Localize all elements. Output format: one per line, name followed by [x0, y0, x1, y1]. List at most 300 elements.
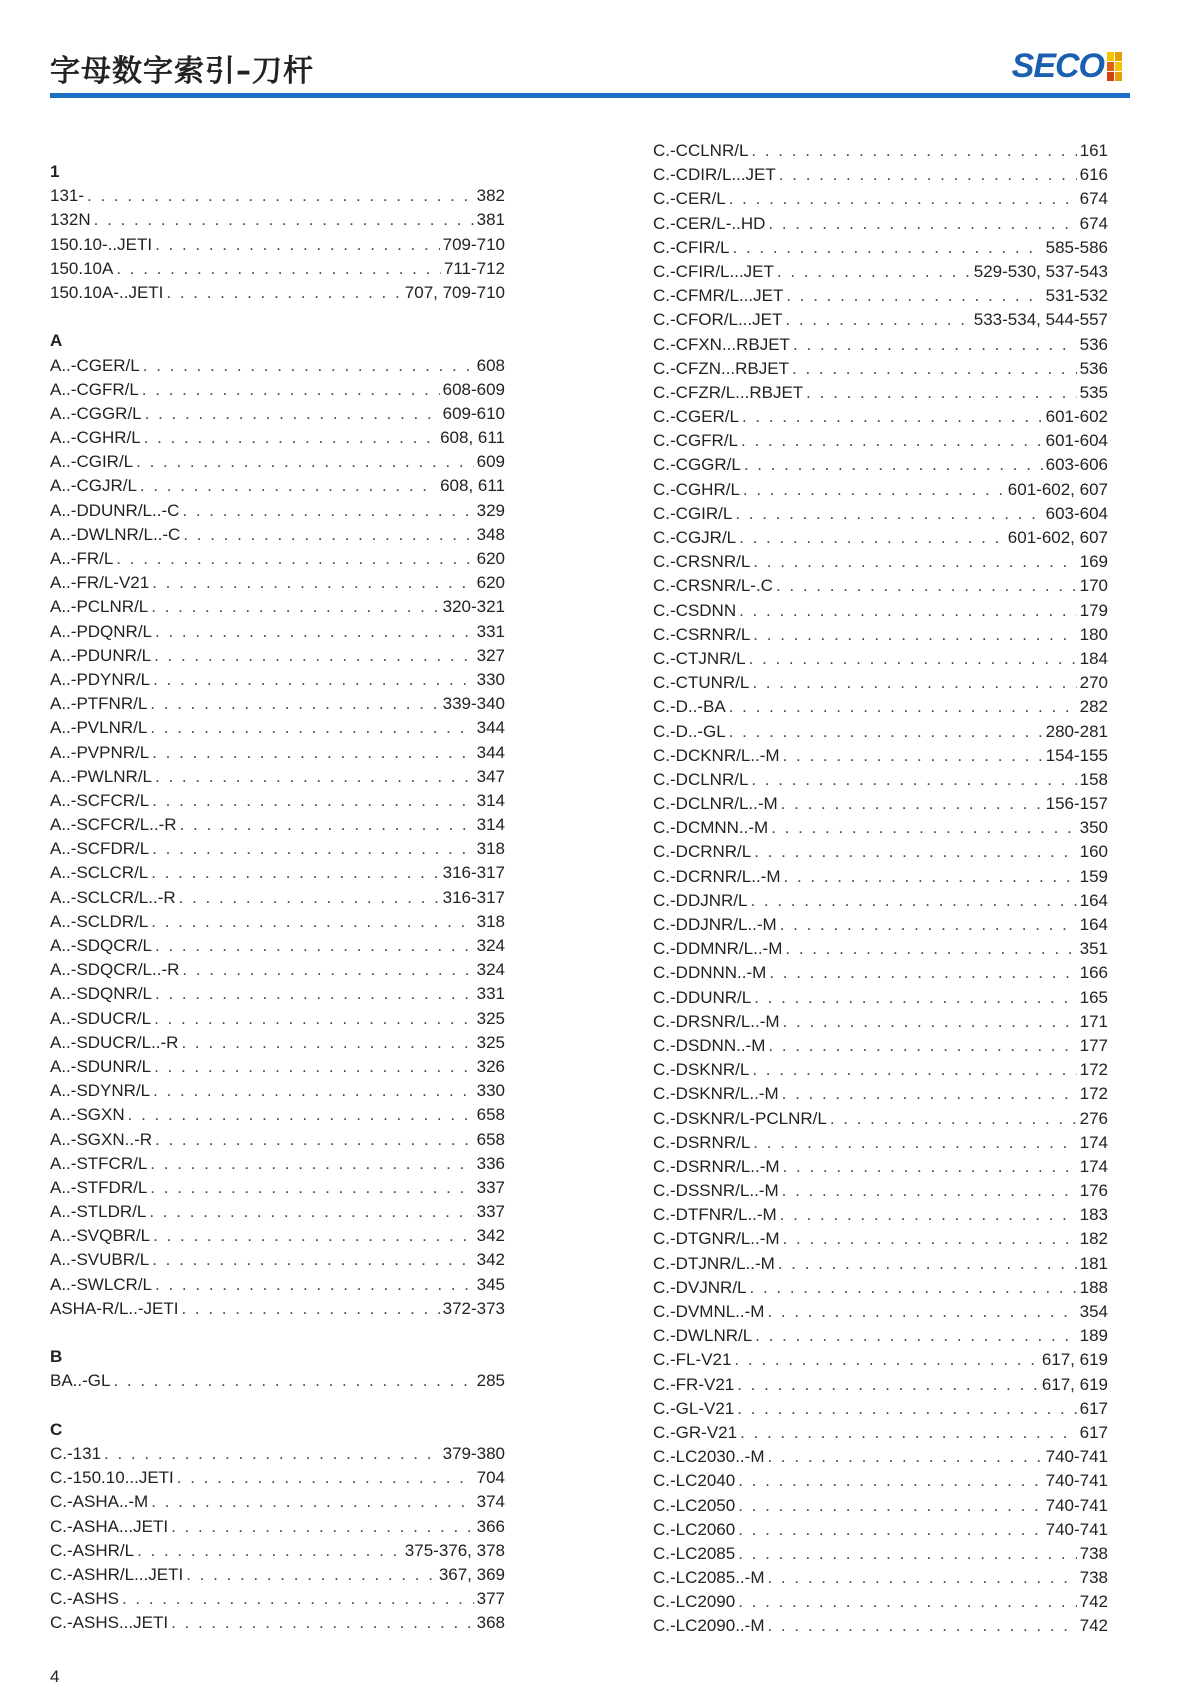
entry-code: A..-SDYNR/L [50, 1081, 151, 1101]
entry-page: 345 [476, 1274, 505, 1294]
entry-code: C.-DDUNR/L [653, 987, 752, 1007]
entry-page: 324 [476, 960, 505, 980]
index-entry [50, 474, 505, 498]
dot-leader [153, 668, 473, 692]
entry-page: 325 [476, 1032, 505, 1052]
entry-page: 377 [476, 1589, 505, 1609]
index-entry [50, 595, 505, 619]
entry-page: 337 [476, 1177, 505, 1197]
dot-leader [784, 865, 1077, 889]
entry-page: 276 [1079, 1108, 1108, 1128]
entry-code: C.-DTGNR/L..-M [653, 1229, 780, 1249]
group-letter: A [50, 331, 63, 351]
entry-code: C.-DCRNR/L [653, 842, 752, 862]
entry-page: 177 [1079, 1035, 1108, 1055]
entry-page: 183 [1079, 1205, 1108, 1225]
entry-page: 609 [476, 452, 505, 472]
entry-code: A..-PWLNR/L [50, 766, 153, 786]
index-entry [50, 281, 505, 305]
index-entry [653, 937, 1108, 961]
entry-code: A..-FR/L-V21 [50, 573, 150, 593]
index-entry [653, 1010, 1108, 1034]
index-entry [50, 1200, 505, 1224]
dot-leader [778, 1252, 1077, 1276]
dot-leader [171, 1515, 474, 1539]
entry-code: C.-DSRNR/L..-M [653, 1156, 780, 1176]
entry-code: C.-DSKNR/L [653, 1060, 750, 1080]
entry-code: C.-CGJR/L [653, 528, 737, 547]
group-letter: 1 [50, 162, 60, 181]
dot-leader [729, 187, 1077, 211]
index-entry [50, 958, 505, 982]
entry-page: 354 [1079, 1302, 1108, 1321]
index-entry [653, 1131, 1108, 1155]
entry-code: C.-CFIR/L [653, 237, 730, 257]
entry-page: 617 [1079, 1422, 1108, 1442]
entry-code: A..-SVQBR/L [50, 1226, 151, 1246]
entry-code: C.-ASHS [50, 1589, 119, 1609]
dot-leader [149, 1200, 473, 1224]
entry-page: 375-376, 378 [404, 1540, 505, 1560]
entry-code: C.-FR-V21 [653, 1374, 735, 1394]
index-entry [50, 1248, 505, 1272]
entry-page: 674 [1079, 189, 1108, 209]
index-entry [50, 644, 505, 668]
index-entry [50, 1442, 505, 1466]
entry-code: C.-DCKNR/L..-M [653, 745, 780, 765]
dot-leader [783, 1227, 1077, 1251]
dot-leader [780, 1203, 1077, 1227]
index-entry [50, 354, 505, 378]
entry-page: 350 [1079, 818, 1108, 838]
entry-page: 342 [476, 1226, 505, 1246]
dot-leader [94, 208, 474, 232]
entry-code: A..-SVUBR/L [50, 1250, 150, 1270]
index-entry [50, 789, 505, 813]
dot-leader [137, 1539, 402, 1563]
index-entry [50, 765, 505, 789]
index-entry [653, 357, 1108, 381]
entry-code: C.-CGER/L [653, 407, 739, 427]
entry-code: A..-DDUNR/L..-C [50, 500, 180, 520]
entry-page: 740-741 [1045, 1447, 1108, 1467]
dot-leader [793, 333, 1077, 357]
entry-code: A..-PDUNR/L [50, 645, 152, 665]
entry-code: C.-150.10...JETI [50, 1468, 174, 1488]
dot-leader [152, 837, 473, 861]
entry-page: 171 [1079, 1011, 1108, 1031]
dot-leader [750, 889, 1076, 913]
seco-logo [1012, 46, 1122, 86]
index-entry [653, 139, 1108, 163]
dot-leader [752, 1058, 1076, 1082]
entry-code: C.-CRSNR/L-.C [653, 576, 773, 596]
index-group [50, 329, 505, 1321]
index-entry [653, 212, 1108, 236]
entry-page: 351 [1079, 939, 1108, 959]
logo-mark-square [1107, 52, 1114, 61]
entry-page: 620 [476, 549, 505, 568]
entry-code: C.-ASHR/L [50, 1540, 135, 1560]
index-entry [653, 1227, 1108, 1251]
dot-leader [729, 695, 1077, 719]
entry-page: 161 [1079, 141, 1108, 160]
entry-page: 347 [476, 766, 505, 786]
dot-leader [749, 647, 1077, 671]
index-entry [50, 184, 505, 208]
entry-page: 344 [476, 718, 505, 738]
dot-leader [738, 1518, 1042, 1542]
index-entry [653, 574, 1108, 598]
entry-page: 617, 619 [1041, 1350, 1108, 1370]
entry-page: 609-610 [442, 403, 505, 423]
dot-leader [739, 526, 1005, 550]
entry-page: 740-741 [1045, 1471, 1108, 1491]
entry-code: C.-DSKNR/L..-M [653, 1084, 779, 1104]
entry-page: 707, 709-710 [404, 282, 505, 302]
index-entry [50, 571, 505, 595]
logo-mark-square [1107, 62, 1114, 71]
entry-code: C.-CFIR/L...JET [653, 261, 774, 281]
entry-page: 740-741 [1045, 1519, 1108, 1539]
entry-page: 164 [1079, 890, 1108, 910]
entry-page: 270 [1079, 673, 1108, 693]
dot-leader [738, 1542, 1076, 1566]
index-entry [50, 1563, 505, 1587]
index-entry [653, 502, 1108, 526]
dot-leader [783, 1010, 1077, 1034]
entry-code: C.-LC2085..-M [653, 1568, 765, 1588]
index-entry [50, 1587, 505, 1611]
entry-page: 170 [1079, 576, 1108, 596]
entry-page: 160 [1079, 842, 1108, 862]
dot-leader [782, 1082, 1077, 1106]
entry-code: A..-SDUNR/L [50, 1056, 152, 1076]
entry-code: C.-CER/L-..HD [653, 213, 766, 233]
entry-code: C.-CDIR/L...JET [653, 165, 776, 185]
entry-page: 336 [476, 1153, 505, 1173]
entry-code: 150.10A-..JETI [50, 282, 164, 302]
entry-page: 179 [1079, 600, 1108, 620]
dot-leader [140, 474, 437, 498]
entry-page: 158 [1079, 769, 1108, 789]
index-entry [653, 236, 1108, 260]
entry-code: C.-DCLNR/L [653, 769, 749, 789]
entry-code: A..-PDQNR/L [50, 621, 153, 641]
entry-page: 367, 369 [438, 1564, 505, 1584]
index-entry [50, 1176, 505, 1200]
dot-leader [177, 1466, 474, 1490]
index-entry [50, 1273, 505, 1297]
entry-code: C.-131 [50, 1443, 102, 1463]
index-entry [653, 1252, 1108, 1276]
entry-page: 603-606 [1045, 455, 1108, 475]
entry-page: 165 [1079, 987, 1108, 1007]
dot-leader [136, 450, 474, 474]
index-entry [653, 1421, 1108, 1445]
index-entry [653, 720, 1108, 744]
entry-page: 337 [476, 1202, 505, 1222]
dot-leader [753, 550, 1076, 574]
entry-code: 150.10A [50, 258, 114, 278]
entry-code: A..-SDUCR/L..-R [50, 1032, 179, 1052]
dot-leader [742, 405, 1043, 429]
entry-code: C.-DDNNN..-M [653, 963, 767, 983]
entry-code: C.-CER/L [653, 189, 726, 209]
entry-code: C.-DSDNN..-M [653, 1035, 766, 1055]
index-entry [653, 308, 1108, 332]
dot-leader [737, 1373, 1039, 1397]
dot-leader [734, 1348, 1038, 1372]
dot-leader [153, 1224, 473, 1248]
entry-code: C.-DVMNL..-M [653, 1302, 765, 1321]
entry-page: 374 [476, 1492, 505, 1512]
index-entry [653, 1155, 1108, 1179]
entry-code: C.-FL-V21 [653, 1350, 732, 1370]
entry-code: C.-CFOR/L...JET [653, 310, 783, 330]
index-entry [653, 1324, 1108, 1348]
entry-page: 330 [476, 1081, 505, 1101]
entry-page: 326 [476, 1056, 505, 1076]
dot-leader [152, 741, 473, 765]
index-group [50, 160, 505, 305]
entry-page: 608-609 [442, 379, 505, 399]
index-entry [653, 1034, 1108, 1058]
dot-leader [740, 1421, 1077, 1445]
entry-page: 608, 611 [440, 428, 505, 448]
entry-page: 366 [476, 1516, 505, 1536]
entry-page: 174 [1079, 1156, 1108, 1176]
index-entry [50, 716, 505, 740]
entry-code: A..-STFDR/L [50, 1177, 148, 1197]
entry-page: 742 [1079, 1616, 1108, 1636]
entry-code: A..-SDQCR/L..-R [50, 960, 180, 980]
entry-page: 172 [1079, 1084, 1108, 1104]
entry-page: 180 [1079, 624, 1108, 644]
index-entry [50, 1539, 505, 1563]
entry-page: 738 [1079, 1568, 1108, 1588]
dot-leader [183, 523, 473, 547]
header-rule [50, 93, 1130, 98]
entry-code: C.-DCRNR/L..-M [653, 866, 781, 886]
dot-leader [750, 1276, 1077, 1300]
index-entry [50, 402, 505, 426]
index-entry [653, 1179, 1108, 1203]
dot-leader [151, 1490, 473, 1514]
entry-code: C.-D..-GL [653, 721, 726, 741]
index-entry [653, 163, 1108, 187]
index-entry [653, 1494, 1108, 1518]
entry-page: 348 [476, 524, 505, 544]
entry-code: C.-LC2085 [653, 1543, 736, 1563]
entry-page: 331 [476, 984, 505, 1004]
entry-page: 533-534, 544-557 [973, 310, 1108, 330]
dot-leader [739, 599, 1077, 623]
entry-code: 150.10-..JETI [50, 234, 153, 254]
index-entry [653, 1058, 1108, 1082]
entry-code: C.-CSRNR/L [653, 624, 751, 644]
entry-page: 318 [476, 911, 505, 931]
entry-page: 738 [1079, 1543, 1108, 1563]
index-entry [50, 1007, 505, 1031]
index-entry [653, 1107, 1108, 1131]
entry-code: 131- [50, 186, 85, 206]
entry-page: 327 [476, 645, 505, 665]
index-entry [50, 1297, 505, 1321]
entry-code: C.-CRSNR/L [653, 552, 751, 572]
entry-code: C.-CGFR/L [653, 431, 738, 451]
entry-page: 159 [1079, 866, 1108, 886]
dot-leader [166, 281, 401, 305]
dot-leader [122, 1587, 474, 1611]
entry-code: A..-PTFNR/L [50, 694, 148, 714]
entry-page: 320-321 [442, 597, 505, 617]
entry-code: A..-SDQNR/L [50, 984, 153, 1004]
entry-code: C.-CFZN...RBJET [653, 358, 789, 378]
index-entry [653, 478, 1108, 502]
index-entry [653, 1348, 1108, 1372]
entry-page: 382 [476, 186, 505, 206]
dot-leader [751, 768, 1076, 792]
entry-code: A..-PVPNR/L [50, 742, 150, 762]
index-entry [653, 986, 1108, 1010]
index-entry [653, 260, 1108, 284]
entry-page: 617, 619 [1041, 1374, 1108, 1394]
entry-code: C.-LC2040 [653, 1471, 736, 1491]
index-entry [653, 284, 1108, 308]
dot-leader [152, 571, 473, 595]
entry-page: 154-155 [1045, 745, 1108, 765]
index-entry [653, 816, 1108, 840]
entry-code: A..-STFCR/L [50, 1153, 148, 1173]
entry-page: 601-602 [1045, 407, 1108, 427]
entry-code: A..-CGIR/L [50, 452, 134, 472]
index-entry [50, 1128, 505, 1152]
dot-leader [153, 1079, 473, 1103]
dot-leader [155, 765, 474, 789]
entry-page: 181 [1079, 1253, 1108, 1273]
entry-code: C.-ASHA...JETI [50, 1516, 169, 1536]
dot-leader [754, 986, 1076, 1010]
dot-leader [128, 1103, 474, 1127]
dot-leader [181, 1031, 473, 1055]
entry-page: 164 [1079, 915, 1108, 934]
entry-page: 316-317 [442, 863, 505, 883]
entry-page: 174 [1079, 1132, 1108, 1152]
dot-leader [754, 840, 1076, 864]
entry-page: 531-532 [1045, 286, 1108, 306]
dot-leader [768, 1034, 1076, 1058]
dot-leader [780, 913, 1077, 937]
index-column-right [653, 139, 1108, 1639]
index-entry [50, 837, 505, 861]
index-entry [653, 1445, 1108, 1469]
index-entry [50, 861, 505, 885]
index-entry [653, 526, 1108, 550]
entry-code: C.-ASHA..-M [50, 1492, 149, 1512]
index-entry [653, 768, 1108, 792]
index-entry [50, 1369, 505, 1393]
index-entry [50, 934, 505, 958]
logo-mark-square [1115, 72, 1122, 81]
entry-page: 169 [1079, 552, 1108, 572]
entry-code: C.-DSRNR/L [653, 1132, 751, 1152]
entry-code: A..-SCLDR/L [50, 911, 149, 931]
entry-page: 344 [476, 742, 505, 762]
index-group [50, 1345, 505, 1393]
dot-leader [741, 429, 1043, 453]
index-entry [50, 1079, 505, 1103]
entry-page: 608 [476, 355, 505, 375]
entry-code: A..-DWLNR/L..-C [50, 524, 181, 544]
entry-page: 658 [476, 1105, 505, 1125]
dot-leader [150, 1152, 473, 1176]
index-entry [653, 1373, 1108, 1397]
index-entry [50, 257, 505, 281]
entry-code: A..-SDQCR/L [50, 936, 153, 955]
entry-code: C.-LC2090..-M [653, 1616, 765, 1636]
dot-leader [182, 958, 473, 982]
index-entry [50, 1611, 505, 1635]
dot-leader [150, 1176, 473, 1200]
page-title: 字母数字索引–刀杆 [50, 54, 314, 89]
entry-code: C.-CGIR/L [653, 503, 733, 523]
entry-code: C.-CGGR/L [653, 455, 741, 475]
index-entry [653, 840, 1108, 864]
entry-page: 368 [476, 1613, 505, 1633]
index-entry [50, 692, 505, 716]
index-entry [50, 1152, 505, 1176]
index-entry [50, 668, 505, 692]
entry-code: A..-PDYNR/L [50, 669, 151, 689]
entry-code: C.-GR-V21 [653, 1422, 738, 1442]
dot-leader [144, 426, 437, 450]
dot-leader [751, 139, 1076, 163]
dot-leader [738, 1494, 1042, 1518]
dot-leader [782, 1179, 1077, 1203]
entry-page: 316-317 [442, 887, 505, 907]
dot-leader [104, 1442, 440, 1466]
index-entry [50, 813, 505, 837]
dot-leader [792, 357, 1077, 381]
dot-leader [116, 547, 473, 571]
dot-leader [87, 184, 474, 208]
dot-leader [735, 502, 1042, 526]
entry-code: ASHA-R/L..-JETI [50, 1298, 179, 1318]
index-entry [50, 910, 505, 934]
index-entry [50, 1224, 505, 1248]
entry-code: C.-CCLNR/L [653, 141, 749, 160]
index-entry [50, 450, 505, 474]
dot-leader [155, 233, 440, 257]
entry-page: 285 [476, 1371, 505, 1391]
dot-leader [155, 934, 474, 958]
entry-code: A..-SCFCR/L [50, 790, 150, 810]
dot-leader [830, 1107, 1077, 1131]
dot-leader [729, 720, 1043, 744]
index-entry [50, 741, 505, 765]
entry-page: 156-157 [1045, 794, 1108, 814]
entry-page: 381 [476, 210, 505, 230]
entry-page: 536 [1079, 358, 1108, 378]
entry-code: C.-DDMNR/L..-M [653, 939, 783, 959]
index-entry [50, 1103, 505, 1127]
dot-leader [171, 1611, 474, 1635]
entry-page: 616 [1079, 165, 1108, 185]
index-entry [653, 1276, 1108, 1300]
entry-code: A..-SCLCR/L [50, 863, 149, 883]
dot-leader [781, 792, 1043, 816]
